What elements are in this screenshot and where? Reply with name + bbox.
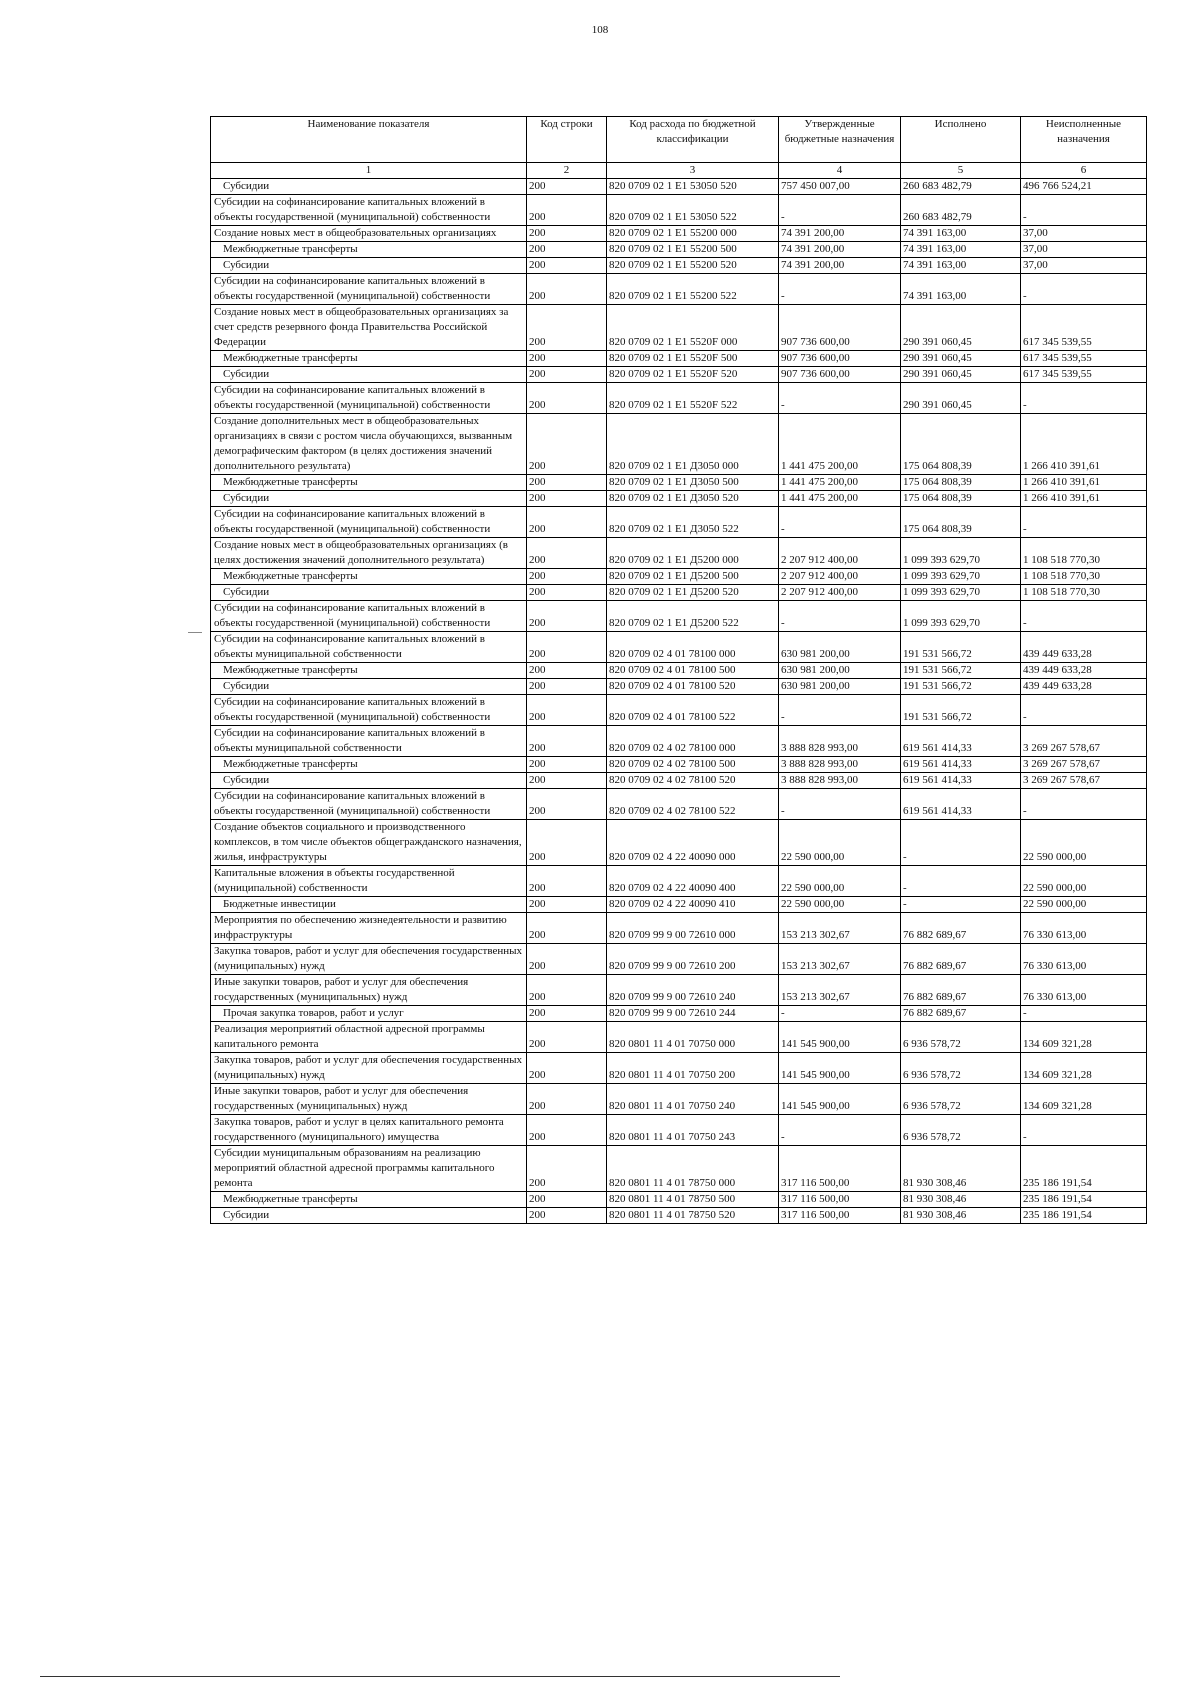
row-approved: 74 391 200,00 bbox=[779, 226, 901, 242]
row-line-code: 200 bbox=[527, 1084, 607, 1115]
row-unexecuted: - bbox=[1021, 1006, 1147, 1022]
row-line-code: 200 bbox=[527, 226, 607, 242]
row-name: Субсидии bbox=[211, 679, 527, 695]
row-expense-code: 820 0709 02 4 22 40090 000 bbox=[607, 820, 779, 866]
row-executed: - bbox=[901, 897, 1021, 913]
row-unexecuted: 37,00 bbox=[1021, 242, 1147, 258]
row-line-code: 200 bbox=[527, 242, 607, 258]
row-name: Субсидии bbox=[211, 585, 527, 601]
row-line-code: 200 bbox=[527, 179, 607, 195]
row-approved: 630 981 200,00 bbox=[779, 663, 901, 679]
row-expense-code: 820 0709 02 1 E1 Д5200 522 bbox=[607, 601, 779, 632]
row-line-code: 200 bbox=[527, 1022, 607, 1053]
row-line-code: 200 bbox=[527, 663, 607, 679]
row-expense-code: 820 0709 02 4 01 78100 522 bbox=[607, 695, 779, 726]
row-approved: 22 590 000,00 bbox=[779, 820, 901, 866]
budget-execution-table bbox=[210, 116, 1147, 1224]
row-expense-code: 820 0709 02 1 E1 5520F 522 bbox=[607, 383, 779, 414]
row-line-code: 200 bbox=[527, 789, 607, 820]
table-row bbox=[211, 820, 1147, 866]
row-expense-code: 820 0709 02 1 E1 55200 500 bbox=[607, 242, 779, 258]
page-number: 108 bbox=[591, 24, 609, 36]
row-approved: 630 981 200,00 bbox=[779, 679, 901, 695]
row-unexecuted: 37,00 bbox=[1021, 258, 1147, 274]
row-expense-code: 820 0709 02 1 E1 Д3050 522 bbox=[607, 507, 779, 538]
row-name: Субсидии на софинансирование капитальных вложений в объекты муниципальной собственности bbox=[211, 726, 527, 757]
row-name: Межбюджетные трансферты bbox=[211, 242, 527, 258]
row-name: Субсидии bbox=[211, 367, 527, 383]
row-name: Субсидии bbox=[211, 491, 527, 507]
row-expense-code: 820 0709 02 1 E1 5520F 000 bbox=[607, 305, 779, 351]
row-expense-code: 820 0709 02 1 E1 55200 522 bbox=[607, 274, 779, 305]
row-expense-code: 820 0709 02 1 E1 5520F 520 bbox=[607, 367, 779, 383]
header-line-code: Код строки bbox=[527, 117, 607, 163]
row-unexecuted: 134 609 321,28 bbox=[1021, 1022, 1147, 1053]
row-unexecuted: - bbox=[1021, 1115, 1147, 1146]
row-line-code: 200 bbox=[527, 695, 607, 726]
row-expense-code: 820 0709 02 1 E1 Д5200 500 bbox=[607, 569, 779, 585]
row-executed: 191 531 566,72 bbox=[901, 679, 1021, 695]
row-executed: 191 531 566,72 bbox=[901, 663, 1021, 679]
row-approved: 3 888 828 993,00 bbox=[779, 726, 901, 757]
table-row bbox=[211, 679, 1147, 695]
row-name: Субсидии на софинансирование капитальных вложений в объекты государственной (муниципальной) собственности bbox=[211, 507, 527, 538]
row-approved: - bbox=[779, 1006, 901, 1022]
row-executed: 6 936 578,72 bbox=[901, 1053, 1021, 1084]
row-executed: 191 531 566,72 bbox=[901, 632, 1021, 663]
column-number: 2 bbox=[527, 163, 607, 179]
row-line-code: 200 bbox=[527, 601, 607, 632]
row-expense-code: 820 0801 11 4 01 78750 000 bbox=[607, 1146, 779, 1192]
row-name: Субсидии bbox=[211, 258, 527, 274]
row-approved: 1 441 475 200,00 bbox=[779, 475, 901, 491]
row-unexecuted: 76 330 613,00 bbox=[1021, 913, 1147, 944]
row-name: Создание новых мест в общеобразовательных организациях за счет средств резервного фонда Правительства Российской Федерации bbox=[211, 305, 527, 351]
row-name: Межбюджетные трансферты bbox=[211, 569, 527, 585]
row-executed: - bbox=[901, 866, 1021, 897]
row-line-code: 200 bbox=[527, 1115, 607, 1146]
row-executed: 76 882 689,67 bbox=[901, 913, 1021, 944]
row-executed: 290 391 060,45 bbox=[901, 383, 1021, 414]
row-line-code: 200 bbox=[527, 1053, 607, 1084]
row-executed: 74 391 163,00 bbox=[901, 242, 1021, 258]
table-row bbox=[211, 663, 1147, 679]
row-unexecuted: - bbox=[1021, 274, 1147, 305]
row-unexecuted: - bbox=[1021, 507, 1147, 538]
row-executed: 619 561 414,33 bbox=[901, 789, 1021, 820]
row-executed: 260 683 482,79 bbox=[901, 179, 1021, 195]
row-line-code: 200 bbox=[527, 274, 607, 305]
row-expense-code: 820 0709 02 1 E1 Д3050 500 bbox=[607, 475, 779, 491]
row-unexecuted: 235 186 191,54 bbox=[1021, 1192, 1147, 1208]
table-row bbox=[211, 414, 1147, 475]
table-row bbox=[211, 975, 1147, 1006]
row-line-code: 200 bbox=[527, 913, 607, 944]
table-row bbox=[211, 632, 1147, 663]
row-approved: - bbox=[779, 507, 901, 538]
row-unexecuted: 1 108 518 770,30 bbox=[1021, 569, 1147, 585]
row-line-code: 200 bbox=[527, 757, 607, 773]
column-number: 1 bbox=[211, 163, 527, 179]
row-name: Реализация мероприятий областной адресной программы капитального ремонта bbox=[211, 1022, 527, 1053]
row-approved: - bbox=[779, 1115, 901, 1146]
row-name: Бюджетные инвестиции bbox=[211, 897, 527, 913]
row-executed: 6 936 578,72 bbox=[901, 1084, 1021, 1115]
row-expense-code: 820 0709 02 4 02 78100 520 bbox=[607, 773, 779, 789]
table-row bbox=[211, 944, 1147, 975]
row-line-code: 200 bbox=[527, 679, 607, 695]
row-expense-code: 820 0801 11 4 01 78750 520 bbox=[607, 1208, 779, 1224]
row-executed: 74 391 163,00 bbox=[901, 258, 1021, 274]
row-unexecuted: - bbox=[1021, 695, 1147, 726]
table-row bbox=[211, 695, 1147, 726]
row-executed: 6 936 578,72 bbox=[901, 1022, 1021, 1053]
row-name: Межбюджетные трансферты bbox=[211, 475, 527, 491]
row-unexecuted: 22 590 000,00 bbox=[1021, 820, 1147, 866]
row-approved: 74 391 200,00 bbox=[779, 258, 901, 274]
row-unexecuted: 235 186 191,54 bbox=[1021, 1208, 1147, 1224]
table-header-row bbox=[211, 117, 1147, 163]
row-name: Иные закупки товаров, работ и услуг для обеспечения государственных (муниципальных) нужд bbox=[211, 1084, 527, 1115]
row-unexecuted: 1 108 518 770,30 bbox=[1021, 585, 1147, 601]
row-executed: 175 064 808,39 bbox=[901, 475, 1021, 491]
row-name: Иные закупки товаров, работ и услуг для обеспечения государственных (муниципальных) нужд bbox=[211, 975, 527, 1006]
row-approved: - bbox=[779, 195, 901, 226]
table-row bbox=[211, 507, 1147, 538]
row-name: Закупка товаров, работ и услуг для обеспечения государственных (муниципальных) нужд bbox=[211, 1053, 527, 1084]
table-row bbox=[211, 1084, 1147, 1115]
column-number: 5 bbox=[901, 163, 1021, 179]
table-row bbox=[211, 866, 1147, 897]
table-row bbox=[211, 897, 1147, 913]
row-expense-code: 820 0709 02 4 01 78100 520 bbox=[607, 679, 779, 695]
row-approved: 2 207 912 400,00 bbox=[779, 538, 901, 569]
table-row bbox=[211, 1146, 1147, 1192]
table-row bbox=[211, 179, 1147, 195]
row-executed: 619 561 414,33 bbox=[901, 757, 1021, 773]
row-approved: - bbox=[779, 695, 901, 726]
header-expense-code: Код расхода по бюджетной классификации bbox=[607, 117, 779, 163]
row-name: Мероприятия по обеспечению жизнедеятельности и развитию инфраструктуры bbox=[211, 913, 527, 944]
row-name: Субсидии bbox=[211, 1208, 527, 1224]
row-name: Создание объектов социального и производственного комплексов, в том числе объектов общегражданского назначения, жилья, инфраструктуры bbox=[211, 820, 527, 866]
row-unexecuted: 1 266 410 391,61 bbox=[1021, 414, 1147, 475]
column-number: 3 bbox=[607, 163, 779, 179]
table-row bbox=[211, 757, 1147, 773]
row-executed: 81 930 308,46 bbox=[901, 1146, 1021, 1192]
row-approved: 317 116 500,00 bbox=[779, 1208, 901, 1224]
row-expense-code: 820 0709 02 4 02 78100 000 bbox=[607, 726, 779, 757]
row-approved: 317 116 500,00 bbox=[779, 1192, 901, 1208]
row-line-code: 200 bbox=[527, 538, 607, 569]
row-expense-code: 820 0709 02 4 01 78100 500 bbox=[607, 663, 779, 679]
footer-divider bbox=[40, 1676, 840, 1677]
row-expense-code: 820 0801 11 4 01 70750 240 bbox=[607, 1084, 779, 1115]
table-row bbox=[211, 351, 1147, 367]
row-expense-code: 820 0709 02 4 22 40090 400 bbox=[607, 866, 779, 897]
row-line-code: 200 bbox=[527, 975, 607, 1006]
row-name: Субсидии муниципальным образованиям на реализацию мероприятий областной адресной программы капитального ремонта bbox=[211, 1146, 527, 1192]
row-approved: 22 590 000,00 bbox=[779, 866, 901, 897]
row-line-code: 200 bbox=[527, 491, 607, 507]
table-row bbox=[211, 601, 1147, 632]
row-line-code: 200 bbox=[527, 475, 607, 491]
table-row bbox=[211, 1115, 1147, 1146]
row-unexecuted: 439 449 633,28 bbox=[1021, 632, 1147, 663]
row-name: Создание новых мест в общеобразовательных организациях (в целях достижения значений дополнительного результата) bbox=[211, 538, 527, 569]
row-executed: 1 099 393 629,70 bbox=[901, 601, 1021, 632]
row-executed: 1 099 393 629,70 bbox=[901, 569, 1021, 585]
table-row bbox=[211, 1192, 1147, 1208]
row-unexecuted: - bbox=[1021, 383, 1147, 414]
row-line-code: 200 bbox=[527, 1192, 607, 1208]
row-approved: 153 213 302,67 bbox=[779, 913, 901, 944]
row-line-code: 200 bbox=[527, 726, 607, 757]
row-executed: 76 882 689,67 bbox=[901, 975, 1021, 1006]
row-expense-code: 820 0709 02 1 E1 53050 520 bbox=[607, 179, 779, 195]
row-expense-code: 820 0709 02 1 E1 Д5200 000 bbox=[607, 538, 779, 569]
row-unexecuted: - bbox=[1021, 789, 1147, 820]
row-unexecuted: 617 345 539,55 bbox=[1021, 367, 1147, 383]
row-name: Межбюджетные трансферты bbox=[211, 1192, 527, 1208]
row-line-code: 200 bbox=[527, 195, 607, 226]
row-expense-code: 820 0709 02 1 E1 5520F 500 bbox=[607, 351, 779, 367]
row-executed: 175 064 808,39 bbox=[901, 491, 1021, 507]
row-name: Субсидии bbox=[211, 179, 527, 195]
row-approved: 153 213 302,67 bbox=[779, 944, 901, 975]
table-row bbox=[211, 913, 1147, 944]
row-name: Капитальные вложения в объекты государственной (муниципальной) собственности bbox=[211, 866, 527, 897]
row-line-code: 200 bbox=[527, 1146, 607, 1192]
row-executed: 74 391 163,00 bbox=[901, 226, 1021, 242]
row-approved: 3 888 828 993,00 bbox=[779, 757, 901, 773]
row-approved: 22 590 000,00 bbox=[779, 897, 901, 913]
header-indicator-name: Наименование показателя bbox=[211, 117, 527, 163]
row-line-code: 200 bbox=[527, 585, 607, 601]
row-line-code: 200 bbox=[527, 507, 607, 538]
row-approved: - bbox=[779, 383, 901, 414]
row-line-code: 200 bbox=[527, 632, 607, 663]
row-name: Субсидии на софинансирование капитальных вложений в объекты муниципальной собственности bbox=[211, 632, 527, 663]
row-approved: 153 213 302,67 bbox=[779, 975, 901, 1006]
table-row bbox=[211, 305, 1147, 351]
row-name: Межбюджетные трансферты bbox=[211, 757, 527, 773]
scan-mark bbox=[188, 632, 202, 633]
table-row bbox=[211, 1208, 1147, 1224]
row-expense-code: 820 0709 99 9 00 72610 200 bbox=[607, 944, 779, 975]
row-line-code: 200 bbox=[527, 383, 607, 414]
row-unexecuted: 76 330 613,00 bbox=[1021, 944, 1147, 975]
row-unexecuted: 37,00 bbox=[1021, 226, 1147, 242]
row-approved: - bbox=[779, 601, 901, 632]
row-approved: 757 450 007,00 bbox=[779, 179, 901, 195]
row-line-code: 200 bbox=[527, 367, 607, 383]
row-name: Субсидии bbox=[211, 773, 527, 789]
table-row bbox=[211, 475, 1147, 491]
table-row bbox=[211, 1022, 1147, 1053]
row-executed: 175 064 808,39 bbox=[901, 507, 1021, 538]
table-row bbox=[211, 585, 1147, 601]
row-executed: 81 930 308,46 bbox=[901, 1208, 1021, 1224]
row-executed: 81 930 308,46 bbox=[901, 1192, 1021, 1208]
row-name: Создание дополнительных мест в общеобразовательных организациях в связи с ростом числа обучающихся, вызванным демографическим фактором (в целях достижения значений дополнительного результата) bbox=[211, 414, 527, 475]
row-approved: 317 116 500,00 bbox=[779, 1146, 901, 1192]
row-approved: - bbox=[779, 789, 901, 820]
column-numbers-row bbox=[211, 163, 1147, 179]
header-executed: Исполнено bbox=[901, 117, 1021, 163]
row-name: Субсидии на софинансирование капитальных вложений в объекты государственной (муниципальной) собственности bbox=[211, 274, 527, 305]
row-name: Межбюджетные трансферты bbox=[211, 351, 527, 367]
row-unexecuted: - bbox=[1021, 195, 1147, 226]
row-line-code: 200 bbox=[527, 414, 607, 475]
row-expense-code: 820 0709 02 4 02 78100 522 bbox=[607, 789, 779, 820]
row-expense-code: 820 0709 02 4 01 78100 000 bbox=[607, 632, 779, 663]
row-expense-code: 820 0801 11 4 01 70750 000 bbox=[607, 1022, 779, 1053]
table-row bbox=[211, 491, 1147, 507]
row-line-code: 200 bbox=[527, 305, 607, 351]
table-row bbox=[211, 1006, 1147, 1022]
table-row bbox=[211, 258, 1147, 274]
row-expense-code: 820 0709 02 4 02 78100 500 bbox=[607, 757, 779, 773]
row-executed: 290 391 060,45 bbox=[901, 305, 1021, 351]
row-expense-code: 820 0709 02 1 E1 Д3050 520 bbox=[607, 491, 779, 507]
row-name: Субсидии на софинансирование капитальных вложений в объекты государственной (муниципальной) собственности bbox=[211, 789, 527, 820]
row-name: Закупка товаров, работ и услуг в целях капитального ремонта государственного (муниципального) имущества bbox=[211, 1115, 527, 1146]
row-executed: 76 882 689,67 bbox=[901, 1006, 1021, 1022]
row-name: Создание новых мест в общеобразовательных организациях bbox=[211, 226, 527, 242]
table-row bbox=[211, 726, 1147, 757]
row-name: Межбюджетные трансферты bbox=[211, 663, 527, 679]
row-line-code: 200 bbox=[527, 944, 607, 975]
table-row bbox=[211, 789, 1147, 820]
table-row bbox=[211, 274, 1147, 305]
row-unexecuted: 1 108 518 770,30 bbox=[1021, 538, 1147, 569]
row-unexecuted: 3 269 267 578,67 bbox=[1021, 773, 1147, 789]
row-name: Прочая закупка товаров, работ и услуг bbox=[211, 1006, 527, 1022]
row-expense-code: 820 0709 02 1 E1 55200 520 bbox=[607, 258, 779, 274]
row-line-code: 200 bbox=[527, 820, 607, 866]
row-unexecuted: 3 269 267 578,67 bbox=[1021, 757, 1147, 773]
row-approved: 141 545 900,00 bbox=[779, 1053, 901, 1084]
row-name: Субсидии на софинансирование капитальных вложений в объекты государственной (муниципальной) собственности bbox=[211, 195, 527, 226]
row-approved: 1 441 475 200,00 bbox=[779, 414, 901, 475]
row-unexecuted: 3 269 267 578,67 bbox=[1021, 726, 1147, 757]
table-row bbox=[211, 383, 1147, 414]
row-line-code: 200 bbox=[527, 1006, 607, 1022]
row-approved: 2 207 912 400,00 bbox=[779, 585, 901, 601]
row-expense-code: 820 0709 99 9 00 72610 244 bbox=[607, 1006, 779, 1022]
table-row bbox=[211, 242, 1147, 258]
table-row bbox=[211, 773, 1147, 789]
header-unexecuted: Неисполненные назначения bbox=[1021, 117, 1147, 163]
row-approved: 2 207 912 400,00 bbox=[779, 569, 901, 585]
row-line-code: 200 bbox=[527, 1208, 607, 1224]
row-expense-code: 820 0709 99 9 00 72610 000 bbox=[607, 913, 779, 944]
row-approved: 630 981 200,00 bbox=[779, 632, 901, 663]
row-executed: 1 099 393 629,70 bbox=[901, 585, 1021, 601]
row-line-code: 200 bbox=[527, 897, 607, 913]
row-unexecuted: 76 330 613,00 bbox=[1021, 975, 1147, 1006]
row-executed: 1 099 393 629,70 bbox=[901, 538, 1021, 569]
row-unexecuted: 235 186 191,54 bbox=[1021, 1146, 1147, 1192]
row-approved: 74 391 200,00 bbox=[779, 242, 901, 258]
row-approved: 141 545 900,00 bbox=[779, 1084, 901, 1115]
row-executed: 74 391 163,00 bbox=[901, 274, 1021, 305]
row-expense-code: 820 0801 11 4 01 78750 500 bbox=[607, 1192, 779, 1208]
row-expense-code: 820 0709 02 1 E1 Д5200 520 bbox=[607, 585, 779, 601]
row-executed: 76 882 689,67 bbox=[901, 944, 1021, 975]
row-unexecuted: 617 345 539,55 bbox=[1021, 351, 1147, 367]
row-name: Субсидии на софинансирование капитальных вложений в объекты государственной (муниципальной) собственности bbox=[211, 383, 527, 414]
row-unexecuted: - bbox=[1021, 601, 1147, 632]
row-executed: 290 391 060,45 bbox=[901, 351, 1021, 367]
row-line-code: 200 bbox=[527, 569, 607, 585]
row-unexecuted: 439 449 633,28 bbox=[1021, 663, 1147, 679]
row-line-code: 200 bbox=[527, 866, 607, 897]
column-number: 6 bbox=[1021, 163, 1147, 179]
row-approved: 907 736 600,00 bbox=[779, 367, 901, 383]
row-executed: 175 064 808,39 bbox=[901, 414, 1021, 475]
row-expense-code: 820 0709 02 1 E1 Д3050 000 bbox=[607, 414, 779, 475]
row-name: Субсидии на софинансирование капитальных вложений в объекты государственной (муниципальной) собственности bbox=[211, 695, 527, 726]
row-expense-code: 820 0709 02 1 E1 53050 522 bbox=[607, 195, 779, 226]
table-row bbox=[211, 195, 1147, 226]
row-expense-code: 820 0709 99 9 00 72610 240 bbox=[607, 975, 779, 1006]
row-executed: 6 936 578,72 bbox=[901, 1115, 1021, 1146]
row-executed: - bbox=[901, 820, 1021, 866]
table-row bbox=[211, 569, 1147, 585]
row-unexecuted: 22 590 000,00 bbox=[1021, 897, 1147, 913]
row-unexecuted: 617 345 539,55 bbox=[1021, 305, 1147, 351]
row-line-code: 200 bbox=[527, 258, 607, 274]
row-approved: 907 736 600,00 bbox=[779, 351, 901, 367]
row-unexecuted: 134 609 321,28 bbox=[1021, 1053, 1147, 1084]
row-executed: 619 561 414,33 bbox=[901, 773, 1021, 789]
table-row bbox=[211, 538, 1147, 569]
row-approved: 141 545 900,00 bbox=[779, 1022, 901, 1053]
table-row bbox=[211, 367, 1147, 383]
row-name: Закупка товаров, работ и услуг для обеспечения государственных (муниципальных) нужд bbox=[211, 944, 527, 975]
row-executed: 260 683 482,79 bbox=[901, 195, 1021, 226]
row-approved: 3 888 828 993,00 bbox=[779, 773, 901, 789]
row-approved: 1 441 475 200,00 bbox=[779, 491, 901, 507]
row-unexecuted: 22 590 000,00 bbox=[1021, 866, 1147, 897]
row-executed: 191 531 566,72 bbox=[901, 695, 1021, 726]
table-row bbox=[211, 1053, 1147, 1084]
row-line-code: 200 bbox=[527, 773, 607, 789]
row-unexecuted: 496 766 524,21 bbox=[1021, 179, 1147, 195]
row-executed: 290 391 060,45 bbox=[901, 367, 1021, 383]
row-expense-code: 820 0709 02 1 E1 55200 000 bbox=[607, 226, 779, 242]
table-body bbox=[211, 179, 1147, 1224]
row-line-code: 200 bbox=[527, 351, 607, 367]
column-number: 4 bbox=[779, 163, 901, 179]
row-unexecuted: 1 266 410 391,61 bbox=[1021, 475, 1147, 491]
row-expense-code: 820 0801 11 4 01 70750 200 bbox=[607, 1053, 779, 1084]
row-expense-code: 820 0801 11 4 01 70750 243 bbox=[607, 1115, 779, 1146]
header-approved: Утвержденные бюджетные назначения bbox=[779, 117, 901, 163]
row-expense-code: 820 0709 02 4 22 40090 410 bbox=[607, 897, 779, 913]
table-row bbox=[211, 226, 1147, 242]
row-unexecuted: 134 609 321,28 bbox=[1021, 1084, 1147, 1115]
row-executed: 619 561 414,33 bbox=[901, 726, 1021, 757]
row-name: Субсидии на софинансирование капитальных вложений в объекты государственной (муниципальной) собственности bbox=[211, 601, 527, 632]
row-approved: 907 736 600,00 bbox=[779, 305, 901, 351]
row-approved: - bbox=[779, 274, 901, 305]
row-unexecuted: 439 449 633,28 bbox=[1021, 679, 1147, 695]
row-unexecuted: 1 266 410 391,61 bbox=[1021, 491, 1147, 507]
